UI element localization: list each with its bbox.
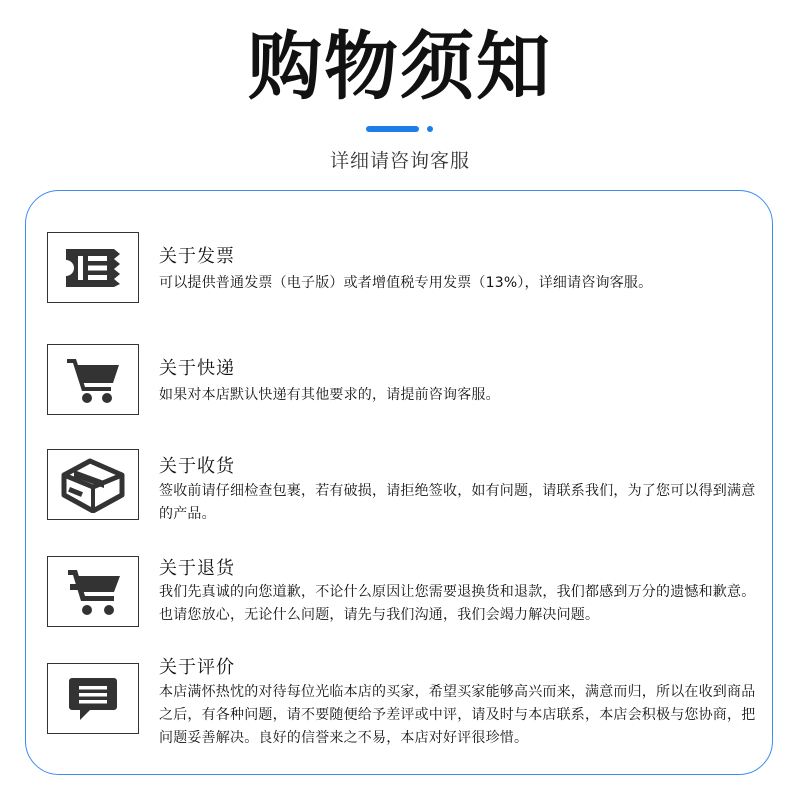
icon-frame [47, 449, 139, 520]
item-text: 如果对本店默认快递有其他要求的，请提前咨询客服。 [159, 387, 500, 403]
icon-frame [47, 344, 139, 415]
return-cart-icon [64, 566, 122, 618]
item-text: 本店满怀热忱的对待每位光临本店的买家，希望买家能够高兴而来，满意而归，所以在收到商品之后，有各种问题，请不要随便给予差评或中评，请及时与本店联系，本店会积极与您协商，把问题妥善解决。良好的信誉来之不易，本店对好评很珍惜。 [159, 684, 756, 746]
title-accent-bar [366, 126, 419, 132]
icon-frame [47, 232, 139, 303]
item-title: 关于快递 [159, 358, 235, 379]
item-title: 关于收货 [159, 456, 235, 477]
page-subtitle: 详细请咨询客服 [329, 150, 470, 172]
title-accent-dot [427, 126, 433, 132]
icon-frame [47, 663, 139, 734]
comment-icon [68, 676, 118, 722]
shopping-cart-icon [65, 355, 121, 405]
item-text: 签收前请仔细检查包裹，若有破损，请拒绝签收，如有问题，请联系我们，为了您可以得到满意的产品。 [159, 483, 756, 522]
item-text: 可以提供普通发票（电子版）或者增值税专用发票（13%），详细请咨询客服。 [159, 275, 653, 291]
package-box-icon [60, 457, 126, 513]
item-title: 关于退货 [159, 558, 235, 579]
item-title: 关于评价 [159, 657, 235, 678]
item-text: 我们先真诚的向您道歉，不论什么原因让您需要退换货和退款，我们都感到万分的遗憾和歉意。也请您放心，无论什么问题，请先与我们沟通，我们会竭力解决问题。 [159, 584, 756, 623]
invoice-icon [64, 247, 122, 289]
icon-frame [47, 556, 139, 627]
page-title: 购物须知 [248, 24, 552, 110]
item-title: 关于发票 [159, 246, 235, 267]
